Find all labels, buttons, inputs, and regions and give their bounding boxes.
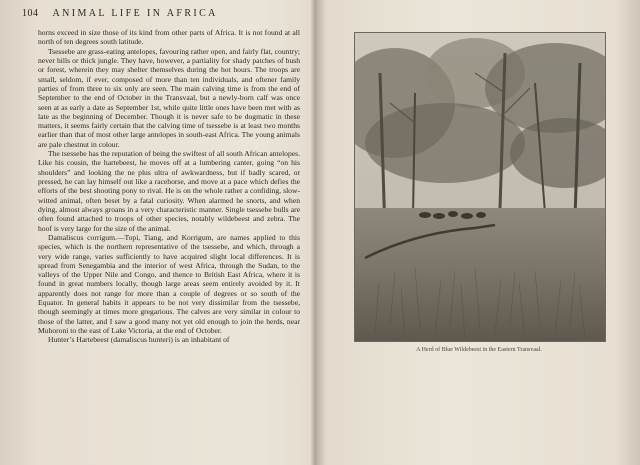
plate-caption: A Herd of Blue Wildebeest in the Eastern Transvaal. xyxy=(416,347,542,353)
paragraph: Hunter’s Hartebeest (damaliscus hunteri) is an inhabitant of xyxy=(48,335,230,345)
running-head-title: ANIMAL LIFE IN AFRICA xyxy=(52,8,218,19)
paragraph: Tsessebe are grass-eating antelopes, favouring rather open, and fairly flat, country; never hills or thick jungle. They have, however, a partiality for shady patches of bush or forest, wherein they may shelter themselves during the hot hours. The troops are small, seldom, if ever, composed of more than ten individuals, and oftener family parties of from three to six only are seen. The main calving time is from the end of September to the end of October in the Transvaal, but a newly-born calf was once seen at as early a date as September 1st, while quite little ones have been met with as late as the beginning of December. Though it is never safe to be dogmatic in these matters, it seems fairly certain that the calving time of tsessebe is at least two months earlier than that of most other large antelopes in south-east Africa. The young animals are pale chestnut in colour. xyxy=(38,46,300,149)
photo-plate xyxy=(354,32,606,342)
wildebeest-photo xyxy=(355,33,605,341)
running-header xyxy=(22,8,307,19)
paragraph: The tsessebe has the reputation of being the swiftest of all south African antelopes. Like his cousin, the hartebeest, he moves off at a lumbering canter, going “on his shoulders” and looking the ne plus ultra of awkwardness, but if badly scared, or pressed, he can lay himself out like a racehorse, and move at a pace which defies the efforts of the best shooting pony to rival. He is on the whole rather a confiding, slow-witted animal, often beset by a fatal curiosity. When alarmed he snorts, and when dying, almost always groans in a very characteristic manner. Single tsessebe bulls are often found attached to troops of other species, notably wildebeest and zebra. The hoof is very large for the size of the animal. xyxy=(38,149,300,233)
right-page xyxy=(320,0,640,465)
left-page xyxy=(10,0,310,465)
body-text xyxy=(38,28,300,345)
gutter-shadow xyxy=(310,0,320,465)
paragraph: horns exceed in size those of its kind from other parts of Africa. It is not found at all north of ten degrees south latitude. xyxy=(38,28,300,47)
page-number: 104 xyxy=(22,8,39,19)
paragraph: Damaliscus corrigum.—Topi, Tiang, and Korrigum, are names applied to this species, which is the northern representative of the tsessebe, and which, through a very wide range, varies sufficiently to have acquired slight local differences. It is spread from Senegambia and the interior of west Africa, through the Sudan, to the valleys of the Upper Nile and Congo, and thence to British East Africa, where it is found in great numbers locally, though large areas seem entirely avoided by it. It apparently does not range for more than a couple of degrees or so south of the Equator. In general habits it appears to be not very dissimilar from the tsessebe, though seemingly at times more gregarious. The calves are very similar in colour to those of the latter, and I saw a good many not yet old enough to join the herds, near Muhoroni to the east of Lake Victoria, at the end of October. xyxy=(38,232,300,335)
